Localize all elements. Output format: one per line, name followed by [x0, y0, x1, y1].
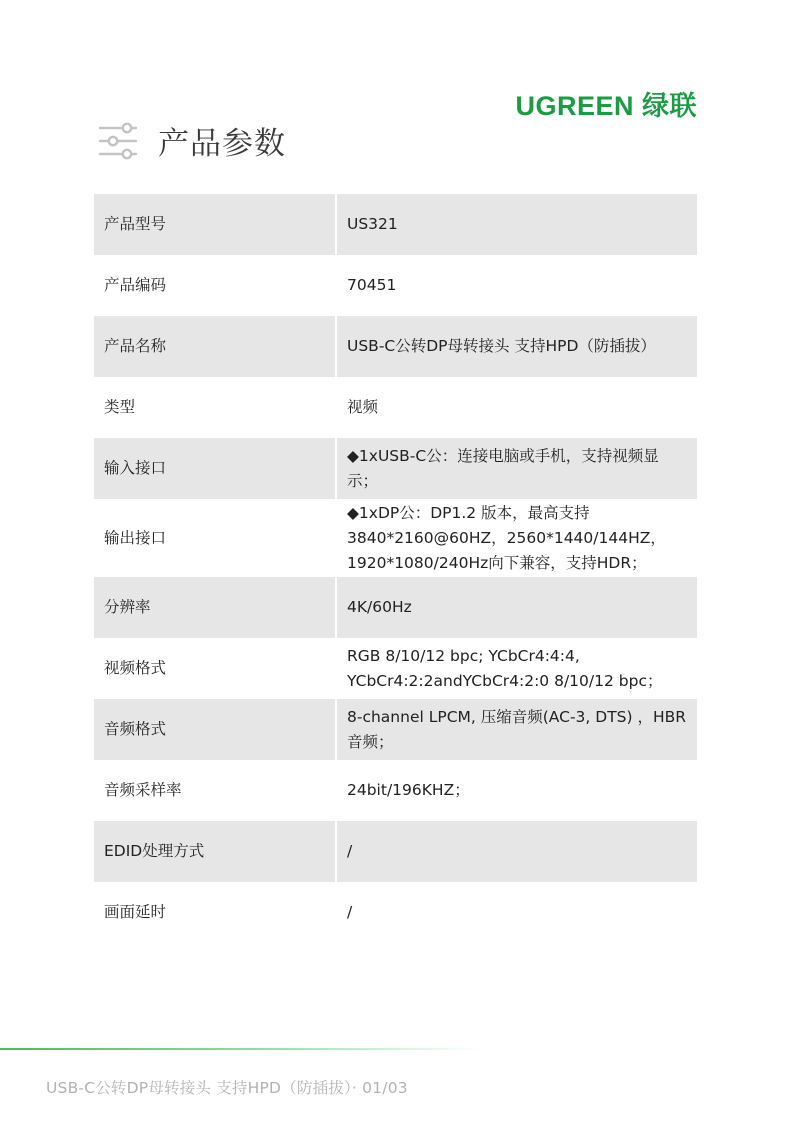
- param-value: US321: [337, 194, 697, 255]
- param-key: 画面延时: [104, 903, 167, 921]
- table-row: [94, 255, 697, 316]
- param-key: 音频格式: [94, 699, 337, 760]
- param-value: 4K/60Hz: [337, 577, 697, 638]
- param-key: 类型: [104, 398, 136, 416]
- param-value: 8-channel LPCM, 压缩音频(AC-3, DTS) ，HBR音频；: [337, 699, 697, 760]
- param-value: RGB 8/10/12 bpc; YCbCr4:4:4, YCbCr4:2:2andYCbCr4:2:0 8/10/12 bpc；: [347, 646, 663, 690]
- param-value: ◆1xUSB-C公：连接电脑或手机，支持视频显示；: [337, 438, 697, 499]
- param-key: 产品名称: [94, 316, 337, 377]
- param-value: 视频: [347, 398, 379, 416]
- table-row: [94, 760, 697, 821]
- table-row: [94, 638, 697, 699]
- param-value: /: [337, 821, 697, 882]
- param-value: /: [347, 903, 353, 921]
- table-row: [94, 699, 697, 760]
- param-value: 70451: [347, 276, 397, 294]
- table-row: [94, 882, 697, 943]
- param-key: 输出接口: [104, 528, 167, 547]
- param-value: USB-C公转DP母转接头 支持HPD（防插拔）: [337, 316, 697, 377]
- sliders-icon: [98, 121, 138, 161]
- table-row: [94, 438, 697, 499]
- brand-logo: UGREEN 绿联: [515, 91, 697, 121]
- param-value: ◆1xDP公：DP1.2 版本，最高支持3840*2160@60HZ，2560*1440/144HZ，1920*1080/240Hz向下兼容，支持HDR；: [347, 503, 666, 572]
- param-key: 视频格式: [104, 659, 167, 677]
- table-row: [94, 499, 697, 577]
- spec-table: [94, 194, 697, 943]
- page-footer: USB-C公转DP母转接头 支持HPD（防插拔）· 01/03: [46, 1079, 408, 1097]
- table-row: [94, 194, 697, 255]
- param-key: 产品编码: [104, 276, 167, 294]
- param-value: 24bit/196KHZ；: [347, 781, 470, 799]
- table-row: [94, 377, 697, 438]
- param-key: 音频采样率: [104, 781, 182, 799]
- section-header: [98, 118, 286, 163]
- footer-divider: [0, 1048, 480, 1050]
- page-title: 产品参数: [158, 126, 286, 162]
- table-row: [94, 821, 697, 882]
- table-row: [94, 577, 697, 638]
- param-key: 分辨率: [94, 577, 337, 638]
- param-key: EDID处理方式: [94, 821, 337, 882]
- param-key: 输入接口: [94, 438, 337, 499]
- param-key: 产品型号: [94, 194, 337, 255]
- table-row: [94, 316, 697, 377]
